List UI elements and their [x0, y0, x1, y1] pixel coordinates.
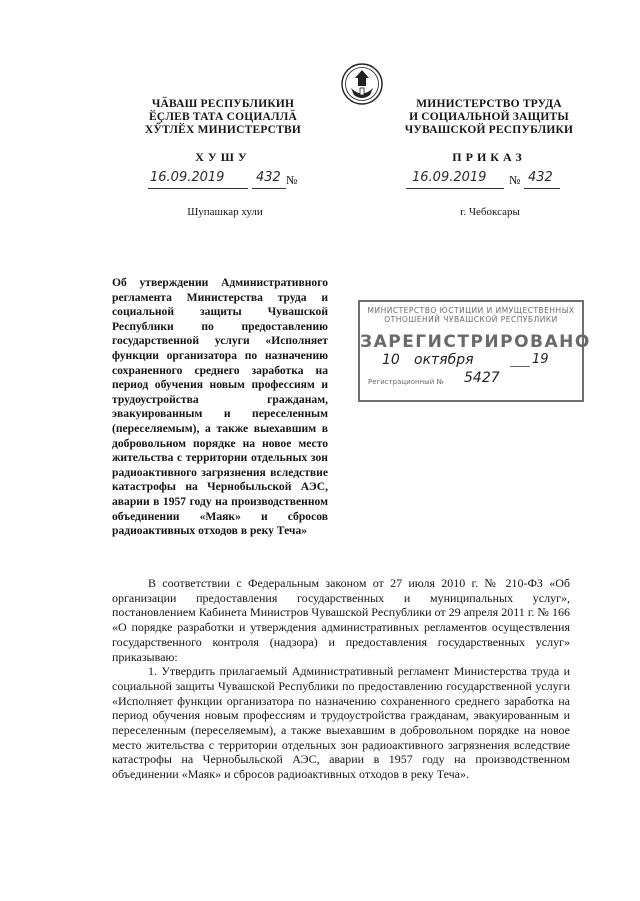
number-sign-left: № — [286, 173, 298, 187]
registration-stamp — [358, 300, 591, 402]
number-underline-right — [524, 188, 560, 189]
handwritten-number-right: 432 — [528, 170, 553, 185]
body-paragraph-2: 1. Утвердить прилагаемый Административный регламент Министерства труда и социальной защиты Чувашской Республики по предоставлению государственной услуги «Исполняет функции организатора по назначению сохраненного среднего заработка на период обучения новым профессиям и трудоустройства гражданам, эвакуированным и переселенным (переселяемым), а также выехавшим в добровольном порядке на новое место жительства с территории отдельных зон радиоактивного загрязнения вследствие катастрофы на Чернобыльской АЭС, аварии в 1957 году на производственном объединении «Маяк» и сбросов радиоактивных отходов в реку Теча». — [112, 664, 570, 782]
document-body — [112, 576, 570, 782]
document-subject: Об утверждении Административного регламента Министерства труда и социальной защиты Чувашской Республики по предоставлению государственной услуги «Исполняет функции организатора по назначению сохраненного среднего заработка на период обучения новым профессиям и трудоустройства гражданам, эвакуированным и переселенным (переселяемым), а также выехавшим в добровольном порядке на новое место жительства с территории отдельных зон радиоактивного загрязнения вследствие катастрофы на Чернобыльской АЭС, аварии в 1957 году на производственном объединении «Маяк» и сбросов радиоактивных отходов в реку Теча» — [112, 276, 328, 538]
doc-type-right: ПРИКАЗ — [452, 150, 526, 164]
handwritten-date-right: 16.09.2019 — [412, 170, 487, 185]
body-paragraph-1: В соответствии с Федеральным законом от 27 июля 2010 г. № 210-ФЗ «Об организации предоставления государственных и муниципальных услуг», постановлением Кабинета Министров Чувашской Республики от 29 апреля 2011 г. № 166 «О порядке разработки и утверждения административных регламентов осуществления государственного контроля (надзора) и предоставления государственных услуг» приказываю: — [112, 576, 570, 664]
header-right-line-1: МИНИСТЕРСТВО ТРУДА — [416, 98, 562, 110]
number-underline-left — [252, 188, 286, 189]
stamp-header-line-2: ОТНОШЕНИЙ ЧУВАШСКОЙ РЕСПУБЛИКИ — [384, 315, 558, 324]
date-underline-right — [406, 188, 504, 189]
stamp-registered-label: ЗАРЕГИСТРИРОВАНО — [360, 332, 591, 352]
stamp-year-prefix-line — [510, 366, 530, 367]
header-left-line-1: ЧӐВАШ РЕСПУБЛИКИН — [151, 98, 295, 110]
stamp-reg-number: 5427 — [464, 370, 500, 386]
header-left-line-3: ХӲТЛӖХ МИНИСТЕРСТВИ — [144, 124, 302, 136]
place-left: Шупашкар хули — [187, 206, 263, 218]
header-left-org — [118, 98, 328, 137]
place-right: г. Чебоксары — [460, 206, 520, 218]
handwritten-date-left: 16.09.2019 — [150, 170, 225, 185]
stamp-month: октября — [414, 352, 474, 368]
stamp-reg-label: Регистрационный № — [368, 378, 444, 386]
number-sign-right: № — [509, 173, 521, 187]
doc-type-left: ХУШУ — [195, 150, 251, 164]
header-left-line-2: ӖҪЛЕВ ТАТА СОЦИАЛЛӐ — [148, 111, 298, 123]
date-number-right — [406, 170, 586, 190]
handwritten-number-left: 432 — [256, 170, 281, 185]
header-right-line-2: И СОЦИАЛЬНОЙ ЗАЩИТЫ — [409, 111, 569, 123]
stamp-year: 19 — [532, 352, 549, 367]
header-right-org — [384, 98, 594, 137]
coat-of-arms-emblem — [340, 62, 384, 106]
header-right-line-3: ЧУВАШСКОЙ РЕСПУБЛИКИ — [404, 124, 574, 136]
stamp-header-line-1: МИНИСТЕРСТВО ЮСТИЦИИ И ИМУЩЕСТВЕННЫХ — [367, 306, 575, 315]
date-number-left — [148, 170, 318, 190]
date-underline-left — [148, 188, 248, 189]
stamp-day: 10 — [382, 352, 400, 368]
